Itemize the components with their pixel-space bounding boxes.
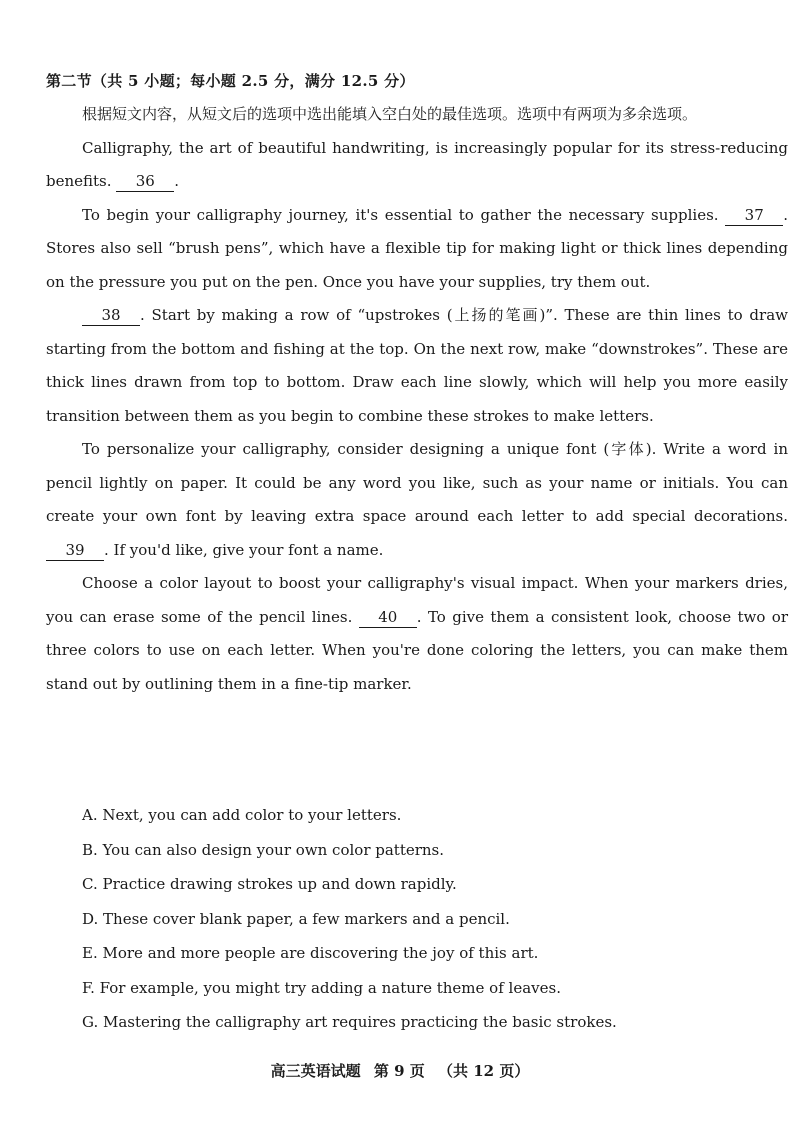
option-text: Mastering the calligraphy art requires practicing the basic strokes. (103, 1013, 617, 1031)
options-list (82, 798, 782, 1040)
section-title: 第二节（共 5 小题；每小题 2.5 分，满分 12.5 分） (46, 72, 415, 90)
instruction-paragraph: 根据短文内容，从短文后的选项中选出能填入空白处的最佳选项。选项中有两项为多余选项。 (82, 105, 698, 123)
option-letter: A. (82, 806, 98, 824)
answer-blank-38: 38 (82, 305, 140, 326)
paragraph-text: . Stores also sell “brush pens”, which have a flexible tip for making light or thick lines depending on the pressure you put on the pen. Once you have your supplies, try them out. (46, 205, 788, 291)
option-b (82, 833, 782, 868)
paragraph-text: Choose a color layout to boost your calligraphy's visual impact. When your markers dries, you can erase some of the pencil lines. (46, 574, 788, 626)
answer-blank-39: 39 (46, 540, 104, 561)
option-f (82, 971, 782, 1006)
option-c (82, 867, 782, 902)
passage-paragraph-4 (46, 433, 788, 567)
option-letter: C. (82, 875, 98, 893)
passage-paragraph-1 (46, 132, 788, 199)
footer-total-pages: （共 12 页） (438, 1062, 530, 1080)
option-letter: F. (82, 978, 95, 997)
option-letter: D. (82, 909, 99, 928)
paragraph-text: . If you'd like, give your font a name. (104, 540, 384, 559)
option-text: You can also design your own color patterns. (102, 840, 445, 859)
option-d (82, 902, 782, 937)
footer-subject: 高三英语试题 (270, 1062, 361, 1080)
paragraph-text: . Start by making a row of “upstrokes (上扬的笔画)”. These are thin lines to draw starting from the bottom and fishing at the top. On the next row, make “downstrokes”. These are thick lines drawn from top to bottom. Draw each line slowly, which will help you more easily transition between them as you begin to combine these strokes to make letters. (46, 306, 788, 425)
option-letter: G. (82, 1013, 99, 1031)
option-e (82, 936, 782, 971)
page-footer (0, 1060, 800, 1081)
answer-blank-36: 36 (116, 171, 174, 192)
option-text: These cover blank paper, a few markers and a pencil. (103, 909, 510, 928)
paragraph-text: To begin your calligraphy journey, it's essential to gather the necessary supplies. (82, 205, 719, 224)
answer-blank-37: 37 (725, 205, 783, 226)
option-text: More and more people are discovering the joy of this art. (102, 944, 539, 962)
passage-paragraph-5 (46, 567, 788, 701)
footer-page-number: 第 9 页 (373, 1062, 425, 1080)
paragraph-text: Calligraphy, the art of beautiful handwriting, is increasingly popular for its stress-reducing benefits. (46, 138, 788, 190)
passage-paragraph-3 (46, 299, 788, 433)
paragraph-text: . To give them a consistent look, choose two or three colors to use on each letter. When you're done coloring the letters, you can make them stand out by outlining them in a fine-tip marker. (46, 607, 788, 693)
option-text: For example, you might try adding a nature theme of leaves. (99, 978, 561, 997)
answer-blank-40: 40 (359, 607, 417, 628)
option-g (82, 1005, 782, 1040)
option-letter: B. (82, 840, 98, 859)
passage-body (46, 98, 788, 701)
option-a (82, 798, 782, 833)
option-letter: E. (82, 944, 98, 962)
passage-paragraph-2 (46, 199, 788, 300)
paragraph-text: To personalize your calligraphy, consider designing a unique font (字体). Write a word in pencil lightly on paper. It could be any word you like, such as your name or initials. You can create your own font by leaving extra space around each letter to add special decorations. (46, 440, 788, 525)
option-text: Next, you can add color to your letters. (102, 806, 402, 824)
option-text: Practice drawing strokes up and down rapidly. (102, 875, 457, 893)
paragraph-text: . (174, 172, 180, 190)
